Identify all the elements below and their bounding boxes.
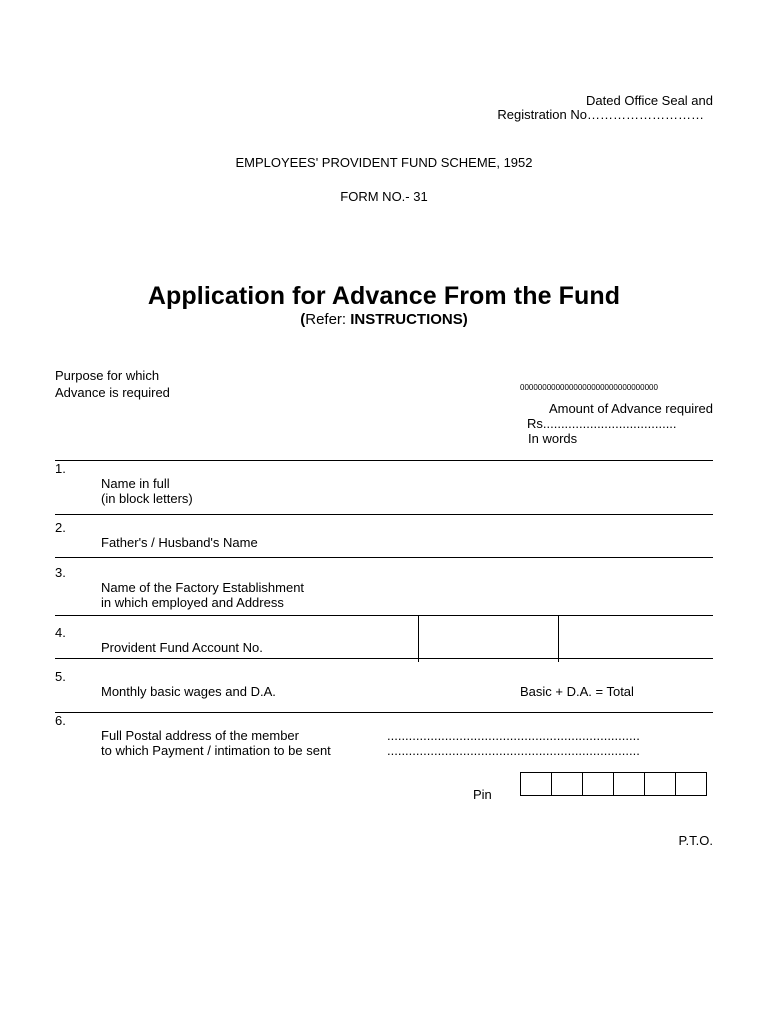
basic-da-total-label: Basic + D.A. = Total (520, 684, 634, 699)
divider (55, 557, 713, 558)
page-title: Application for Advance From the Fund (147, 282, 621, 310)
divider (55, 712, 713, 713)
scheme-title: EMPLOYEES' PROVIDENT FUND SCHEME, 1952 (235, 155, 533, 170)
pin-code-boxes (520, 772, 707, 796)
pin-digit-box[interactable] (521, 773, 552, 795)
divider (55, 514, 713, 515)
refer-label: Refer: (305, 311, 351, 328)
pin-digit-box[interactable] (614, 773, 645, 795)
address-field-line-2[interactable]: ...................................................................... (387, 743, 640, 758)
amount-in-words-label: In words (528, 431, 578, 446)
seal-line-1: Dated Office Seal and (586, 93, 713, 108)
divider (55, 658, 713, 659)
registration-no-line: Registration No……………………… (497, 107, 704, 122)
refer-instructions (0, 311, 768, 328)
item-number: 5. (55, 669, 66, 684)
instructions-link: INSTRUCTIONS (350, 311, 463, 328)
address-field-line-1[interactable]: ...................................................................... (387, 728, 640, 743)
form-number: FORM NO.- 31 (340, 189, 428, 204)
amount-rs-field[interactable]: Rs..................................... (527, 416, 677, 431)
purpose-fill-line[interactable]: 0000000000000000000000000000000 (520, 383, 658, 392)
pin-label: Pin (473, 787, 492, 802)
factory-establishment-label: Name of the Factory Establishment (101, 580, 305, 595)
postal-address-label: Full Postal address of the member (101, 728, 299, 743)
purpose-label-line-2: Advance is required (55, 385, 170, 400)
pin-digit-box[interactable] (583, 773, 614, 795)
payment-intimation-label: to which Payment / intimation to be sent (101, 743, 331, 758)
name-in-full-label: Name in full (101, 476, 170, 491)
item-number: 2. (55, 520, 66, 535)
account-field-divider (418, 615, 419, 662)
father-husband-name-label: Father's / Husband's Name (101, 535, 258, 550)
pin-digit-box[interactable] (676, 773, 706, 795)
pto-note: P.T.O. (678, 833, 713, 848)
item-number: 4. (55, 625, 66, 640)
item-number: 1. (55, 461, 66, 476)
pin-digit-box[interactable] (552, 773, 583, 795)
amount-label: Amount of Advance required (548, 401, 713, 416)
monthly-wages-label: Monthly basic wages and D.A. (101, 684, 276, 699)
divider (55, 615, 713, 616)
item-number: 3. (55, 565, 66, 580)
divider (55, 460, 713, 461)
account-field-divider (558, 615, 559, 662)
item-number: 6. (55, 713, 66, 728)
block-letters-label: (in block letters) (101, 491, 193, 506)
purpose-label-line-1: Purpose for which (55, 368, 160, 383)
refer-open-paren: ( (300, 311, 306, 328)
pf-account-no-label: Provident Fund Account No. (101, 640, 263, 655)
refer-close-paren: ) (462, 311, 468, 328)
pin-digit-box[interactable] (645, 773, 676, 795)
employed-address-label: in which employed and Address (101, 595, 284, 610)
